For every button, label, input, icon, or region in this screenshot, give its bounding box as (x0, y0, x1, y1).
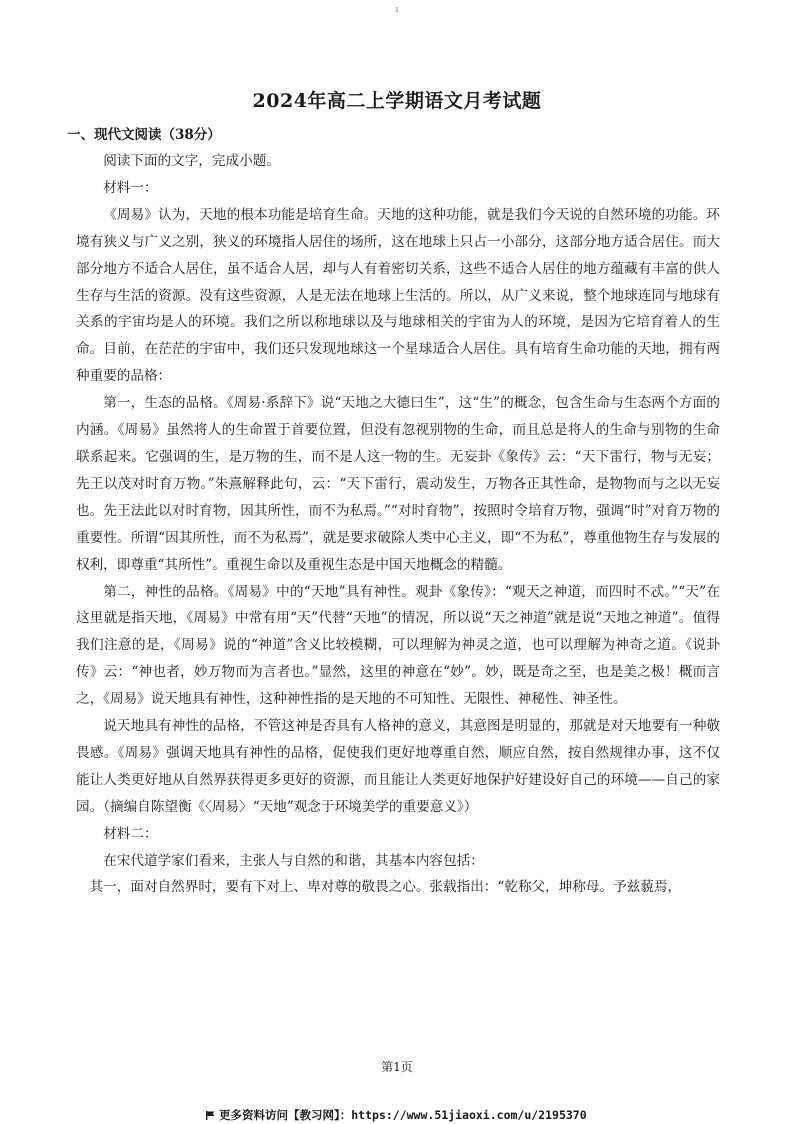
passage-paragraph: 说天地具有神性的品格，不管这神是否具有人格神的意义，其意图是明显的，那就是对天地要有一种敬畏感。《周易》强调天地具有神性的品格，促使我们更好地尊重自然，顺应自然，按自然规律办事，这不仅能让人类更好地从自然界获得更多更好的资源，而且能让人类更好地保护好建设好自己的环境——自己的家园。（摘编自陈望衡《〈周易〉“天地”观念于环境美学的重要意义》） (76, 718, 720, 815)
passage-paragraph: 第一，生态的品格。《周易·系辞下》说“天地之大德曰生”，这“生”的概念，包含生命与生态两个方面的内涵。《周易》虽然将人的生命置于首要位置，但没有忽视别物的生命，而且总是将人的生命与别物的生命联系起来。它强调的生，是万物的生，而不是人这一物的生。无妄卦《象传》云：“天下雷行，物与无妄；先王以茂对时育万物。”朱熹解释此句，云：“天下雷行，震动发生，万物各正其性命，是物物而与之以无妄也。先王法此以对时育物，因其所性，而不为私焉。”“对时育物”，按照时令培育万物，强调“时”对育万物的重要性。所谓“因其所性，而不为私焉”，就是要求破除人类中心主义，即“不为私”，尊重他物生存与发展的权利，即尊重“其所性”。重视生命以及重视生态是中国天地概念的精髓。 (76, 395, 720, 573)
footer-link[interactable] (206, 1107, 587, 1123)
material-label: 材料一： (103, 179, 158, 196)
flag-icon (206, 1111, 215, 1120)
material-label: 材料二： (103, 825, 158, 842)
passage-paragraph: 在宋代道学家们看来，主张人与自然的和谐，其基本内容包括： (103, 852, 484, 869)
passage-paragraph: 第二，神性的品格。《周易》中的“天地”具有神性。观卦《象传》：“观天之神道，而四时不忒。”“天”在这里就是指天地，《周易》中常有用“天”代替“天地”的情况，所以说“天之神道”就是说“天地之神道”。值得我们注意的是，《周易》说的“神道”含义比较模糊，可以理解为神灵之道，也可以理解为神奇之道。《说卦传》云：“神也者，妙万物而为言者也。”显然，这里的神意在“妙”。妙，既是奇之至，也是美之极！概而言之，《周易》说天地具有神性，这种神性指的是天地的不可知性、无限性、神秘性、神圣性。 (76, 583, 720, 708)
instruction-paragraph: 阅读下面的文字，完成小题。 (103, 153, 280, 169)
footer-text[interactable]: 更多资料访问【教习网】：https://www.51jiaoxi.com/u/2195370 (219, 1108, 587, 1122)
section-heading: 一、现代文阅读（38分） (67, 127, 221, 143)
document-title: 2024年高二上学期语文月考试题 (252, 90, 542, 112)
passage-paragraph: 其一，面对自然界时，要有下对上、卑对尊的敬畏之心。张载指出：“乾称父，坤称母。予兹藐焉， (89, 879, 682, 896)
page-number: 第1页 (381, 1060, 413, 1074)
passage-paragraph: 《周易》认为，天地的根本功能是培育生命。天地的这种功能，就是我们今天说的自然环境的功能。环境有狭义与广义之别，狭义的环境指人居住的场所，这在地球上只占一小部分，这部分地方适合居住。而大部分地方不适合人居住，虽不适合人居，却与人有着密切关系，这些不适合人居住的地方蕴藏有丰富的供人生存与生活的资源。没有这些资源，人是无法在地球上生活的。所以，从广义来说，整个地球连同与地球有关系的宇宙均是人的环境。我们之所以称地球以及与地球相关的宇宙为人的环境，是因为它培育着人的生命。目前，在茫茫的宇宙中，我们还只发现地球这一个星球适合人居住。具有培育生命功能的天地，拥有两种重要的品格： (76, 206, 720, 385)
page-top-mark: 1 (395, 7, 399, 14)
reading-passage (76, 148, 720, 901)
